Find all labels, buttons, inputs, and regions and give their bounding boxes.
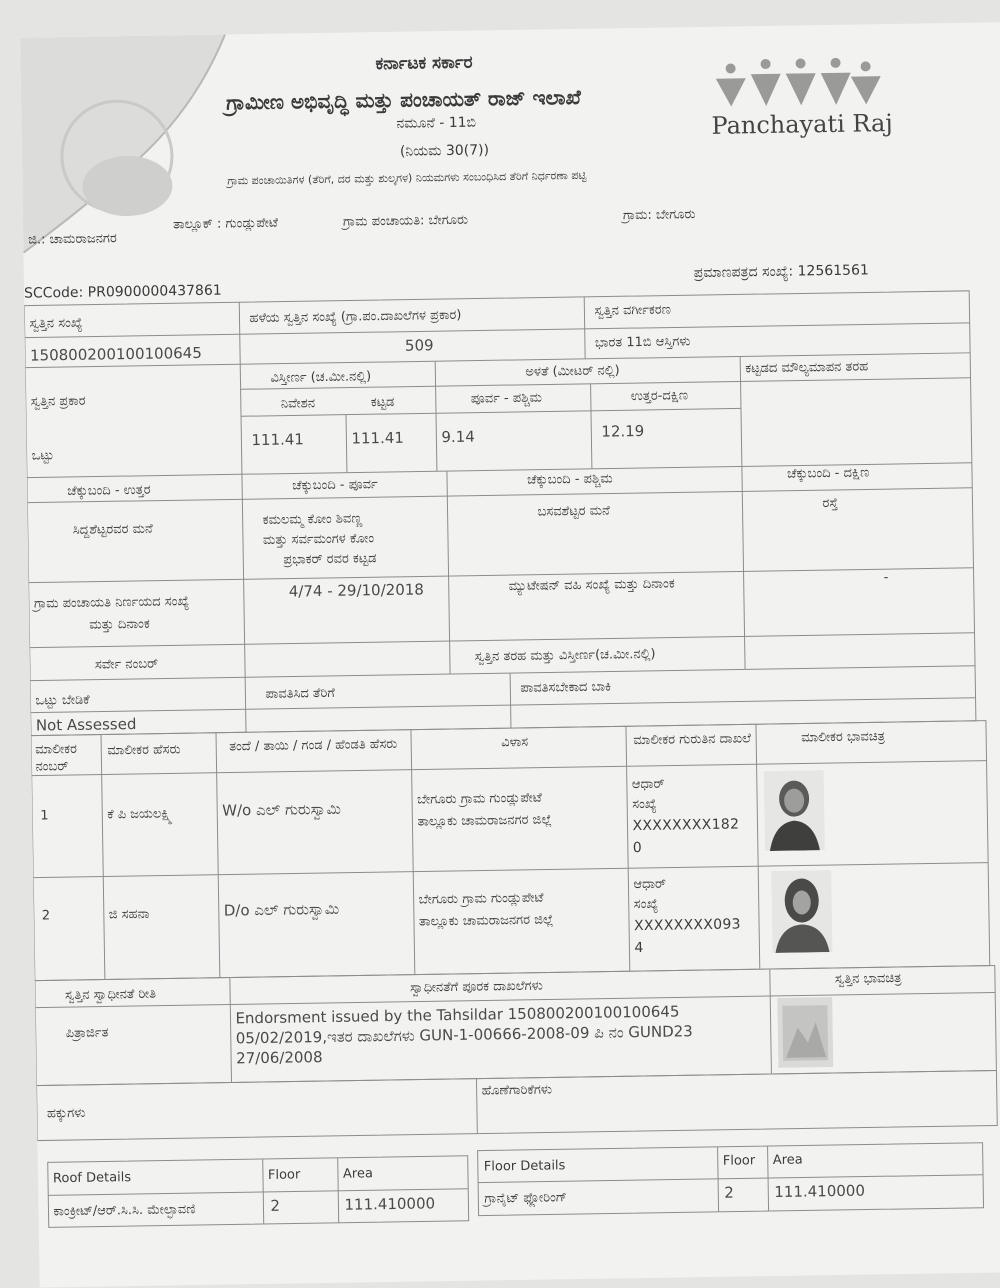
liabilities-label: ಹೊಣೆಗಾರಿಕೆಗಳು: [481, 1082, 553, 1099]
dimension-label: ಅಳತೆ (ಮೀಟರ್ ನಲ್ಲಿ): [525, 363, 620, 380]
acquisition-mode-label: ಸ್ವತ್ತಿನ ಸ್ವಾಧೀನತೆ ರೀತಿ: [64, 986, 157, 1004]
owner-2-number: 2: [41, 908, 51, 924]
rights-label: ಹಕ್ಕುಗಳು: [46, 1105, 86, 1122]
property-photo: [777, 997, 833, 1068]
roof-area-value: 111.410000: [344, 1194, 436, 1214]
village: ಗ್ರಾಮ: ಬೇಗೂರು: [622, 207, 696, 224]
owner-2-address-1: ಬೇಗೂರು ಗ್ರಾಮ ಗುಂಡ್ಲುಪೇಟೆ: [418, 890, 544, 908]
owner-2-name: ಜಿ ಸಹನಾ: [108, 906, 150, 923]
site-label: ನಿವೇಶನ: [280, 396, 316, 412]
east-west-label: ಪೂರ್ವ - ಪಶ್ಚಿಮ: [470, 390, 543, 407]
floor-area-header: Area: [772, 1152, 803, 1169]
boundary-south-label: ಚೆಕ್ಕುಬಂದಿ - ದಕ್ಷಿಣ: [786, 465, 870, 482]
district: ಜಿ.: ಚಾಮರಾಜನಗರ: [28, 231, 117, 248]
owner-1-address-1: ಬೇಗೂರು ಗ್ರಾಮ ಗುಂಡ್ಲುಪೇಟೆ: [416, 790, 543, 808]
floor-floor-header: Floor: [722, 1153, 756, 1169]
classification-value: ಭಾರತ 11ಬಿ ಆಸ್ತಿಗಳು: [594, 334, 691, 351]
old-number-label: ಹಳೆಯ ಸ್ವತ್ತಿನ ಸಂಖ್ಯೆ (ಗ್ರಾ.ಪಂ.ದಾಖಲೆಗಳ ಪ್ರಕಾರ): [249, 307, 462, 327]
boundary-east-value-3: ಪ್ರಭಾಕರ್ ರವರ ಕಟ್ಟಡ: [283, 551, 377, 568]
area-label: ವಿಸ್ತೀರ್ಣ (ಚ.ಮೀ.ನಲ್ಲಿ): [270, 369, 372, 386]
document-line-2: 05/02/2019,ಇತರ ದಾಖಲೆಗಳು GUN-1-00666-2008-09 ಪಿ ನಂ GUND23: [235, 1022, 693, 1048]
gram-panchayat: ಗ್ರಾಮ ಪಂಚಾಯತಿ: ಬೇಗೂರು: [342, 212, 469, 230]
owner-2-id-4: 4: [634, 940, 644, 957]
owner-relation-header: ತಂದೆ / ತಾಯಿ / ಗಂಡ / ಹೆಂಡತಿ ಹೆಸರು: [229, 736, 398, 755]
property-id-value: 150800200100100645: [29, 343, 202, 365]
boundary-south-value: ರಸ್ತೆ: [822, 495, 839, 512]
survey-label: ಸರ್ವೇ ನಂಬರ್: [94, 656, 159, 673]
floor-floor-value: 2: [724, 1183, 734, 1202]
acquisition-mode-value: ಪಿತ್ರಾರ್ಜಿತ: [65, 1025, 109, 1042]
north-south-value: 12.19: [601, 421, 645, 441]
resolution-label-1: ಗ್ರಾಮ ಪಂಚಾಯತಿ ನಿರ್ಣಯದ ಸಂಖ್ಯೆ: [33, 594, 190, 612]
owner-2-id-3: XXXXXXXX093: [633, 916, 741, 935]
boundary-west-value: ಬಸವಶೆಟ್ಟರ ಮನೆ: [537, 503, 610, 520]
resolution-label-2: ಮತ್ತು ದಿನಾಂಕ: [89, 616, 150, 633]
owner-1-id-4: 0: [632, 840, 643, 857]
form-number: ನಮೂನೆ - 11ಬಿ: [396, 114, 477, 132]
owner-2-id-2: ಸಂಖ್ಯೆ: [633, 896, 659, 913]
property-photo-label: ಸ್ವತ್ತಿನ ಭಾವಚಿತ್ರ: [834, 970, 902, 988]
valuation-label: ಕಟ್ಟಡದ ಮೌಲ್ಯಮಾಪನ ತರಹ: [745, 359, 869, 377]
document-line-1: Endorsment issued by the Tahsildar 150800200100100645: [235, 1002, 680, 1028]
form-subtitle: ಗ್ರಾಮ ಪಂಚಾಯಿತಿಗಳ (ತೆರಿಗೆ, ದರ ಮತ್ತು ಶುಲ್ಕಗಳ) ನಿಯಮಗಳು ಸಂಬಂಧಿಸಿದ ತೆರಿಗೆ ನಿರ್ಧರಣಾ ಪಟ್ಟಿ: [227, 168, 587, 188]
mutation-value: -: [883, 570, 889, 586]
floor-details-header: Floor Details: [483, 1158, 566, 1175]
floor-value: ಗ್ರಾನೈಟ್ ಫ್ಲೋರಿಂಗ್: [484, 1190, 568, 1207]
building-area-value: 111.41: [351, 428, 405, 448]
document-page: [20, 22, 1000, 1287]
floor-area-value: 111.410000: [774, 1181, 866, 1201]
sc-code: SCCode: PR0900000437861: [23, 282, 222, 302]
roof-floor-value: 2: [270, 1196, 281, 1215]
owner-number-header: ಮಾಲೀಕರ ನಂಬರ್: [35, 741, 78, 775]
owner-1-number: 1: [40, 808, 49, 824]
owner-2-photo: [771, 870, 832, 953]
old-number-value: 509: [404, 336, 434, 355]
site-area-value: 111.41: [251, 430, 305, 450]
rule-number: (ನಿಯಮ 30(7)): [399, 142, 490, 160]
owner-1-photo: [764, 770, 825, 851]
supporting-docs-label: ಸ್ವಾಧೀನತೆಗೆ ಪೂರಕ ದಾಖಲೆಗಳು: [409, 978, 543, 996]
owner-1-id-3: XXXXXXXX182: [632, 816, 740, 835]
boundary-east-label: ಚೆಕ್ಕುಬಂದಿ - ಪೂರ್ವ: [292, 477, 378, 494]
owner-2-id-1: ಆಧಾರ್: [633, 876, 667, 893]
property-type-area-label: ಸ್ವತ್ತಿನ ತರಹ ಮತ್ತು ವಿಸ್ತೀರ್ಣ(ಚ.ಮೀ.ನಲ್ಲಿ): [474, 646, 656, 665]
paid-tax-label: ಪಾವತಿಸಿದ ತೆರಿಗೆ: [265, 685, 335, 702]
balance-label: ಪಾವತಿಸಬೇಕಾದ ಬಾಕಿ: [520, 679, 612, 696]
owner-1-name: ಕೆ ಪಿ ಜಯಲಕ್ಷ್ಮಿ: [107, 806, 173, 823]
owner-1-id-2: ಸಂಖ್ಯೆ: [632, 796, 657, 813]
owner-address-header: ವಿಳಾಸ: [501, 734, 529, 751]
owner-1-id-1: ಆಧಾರ್: [631, 776, 665, 793]
building-label: ಕಟ್ಟಡ: [370, 394, 395, 411]
owner-2-address-2: ತಾಲ್ಲೂಕು ಚಾಮರಾಜನಗರ ಜಿಲ್ಲೆ: [418, 912, 554, 930]
demand-label: ಒಟ್ಟು ಬೇಡಿಕೆ: [35, 692, 90, 709]
taluk: ತಾಲ್ಲೂಕ್ : ಗುಂಡ್ಲುಪೇಟೆ: [172, 215, 279, 233]
classification-label: ಸ್ವತ್ತಿನ ವರ್ಗೀಕರಣ: [594, 302, 672, 319]
owner-2-relation: D/o ಎಲ್ ಗುರುಸ್ವಾಮಿ: [223, 899, 340, 920]
certificate-number: ಪ್ರಮಾಣಪತ್ರದ ಸಂಖ್ಯೆ: 12561561: [693, 262, 869, 282]
owner-name-header: ಮಾಲೀಕರ ಹೆಸರು: [107, 742, 181, 759]
boundary-north-label: ಚೆಕ್ಕುಬಂದಿ - ಉತ್ತರ: [67, 482, 151, 500]
brand-name: Panchayati Raj: [711, 109, 893, 140]
boundary-north-value: ಸಿದ್ದಶೆಟ್ಟರವರ ಮನೆ: [72, 521, 153, 538]
resolution-value: 4/74 - 29/10/2018: [288, 580, 425, 601]
roof-details-header: Roof Details: [52, 1170, 132, 1187]
east-west-value: 9.14: [441, 427, 475, 447]
boundary-east-value-1: ಕಮಲಮ್ಮ ಕೋಂ ಶಿವಣ್ಣ: [262, 511, 363, 528]
property-id-label: ಸ್ವತ್ತಿನ ಸಂಖ್ಯೆ: [29, 315, 83, 332]
north-south-label: ಉತ್ತರ-ದಕ್ಷಿಣ: [630, 388, 689, 405]
department-title: ಗ್ರಾಮೀಣ ಅಭಿವೃದ್ಧಿ ಮತ್ತು ಪಂಚಾಯತ್ ರಾಜ್ ಇಲಾಖೆ: [225, 84, 582, 115]
owner-id-header: ಮಾಲೀಕರ ಗುರುತಿನ ದಾಖಲೆ: [633, 731, 752, 749]
roof-value: ಕಾಂಕ್ರೀಟ್/ಆರ್.ಸಿ.ಸಿ. ಮೇಲ್ಛಾವಣಿ: [53, 1202, 196, 1220]
owner-1-relation: W/o ಎಲ್ ಗುರುಸ್ವಾಮಿ: [222, 799, 342, 820]
roof-floor-header: Floor: [267, 1167, 301, 1183]
govt-title: ಕರ್ನಾಟಕ ಸರ್ಕಾರ: [375, 52, 473, 75]
roof-area-header: Area: [342, 1166, 373, 1182]
mutation-label: ಮ್ಯುಟೇಷನ್ ವಹಿ ಸಂಖ್ಯೆ ಮತ್ತು ದಿನಾಂಕ: [508, 576, 675, 595]
document-line-3: 27/06/2008: [235, 1048, 323, 1068]
boundary-west-label: ಚೆಕ್ಕುಬಂದಿ - ಪಶ್ಚಿಮ: [526, 471, 613, 488]
boundary-east-value-2: ಮತ್ತು ಸರ್ವಮಂಗಳ ಕೋಂ: [262, 531, 375, 548]
property-type-label: ಸ್ವತ್ತಿನ ಪ್ರಕಾರ: [30, 393, 86, 410]
assessment-status: Not Assessed: [35, 714, 137, 735]
owner-1-address-2: ತಾಲ್ಲೂಕು ಚಾಮರಾಜನಗರ ಜಿಲ್ಲೆ: [417, 812, 552, 830]
total-row-label: ಒಟ್ಟು: [31, 448, 55, 464]
owner-photo-header: ಮಾಲೀಕರ ಭಾವಚಿತ್ರ: [801, 729, 886, 746]
